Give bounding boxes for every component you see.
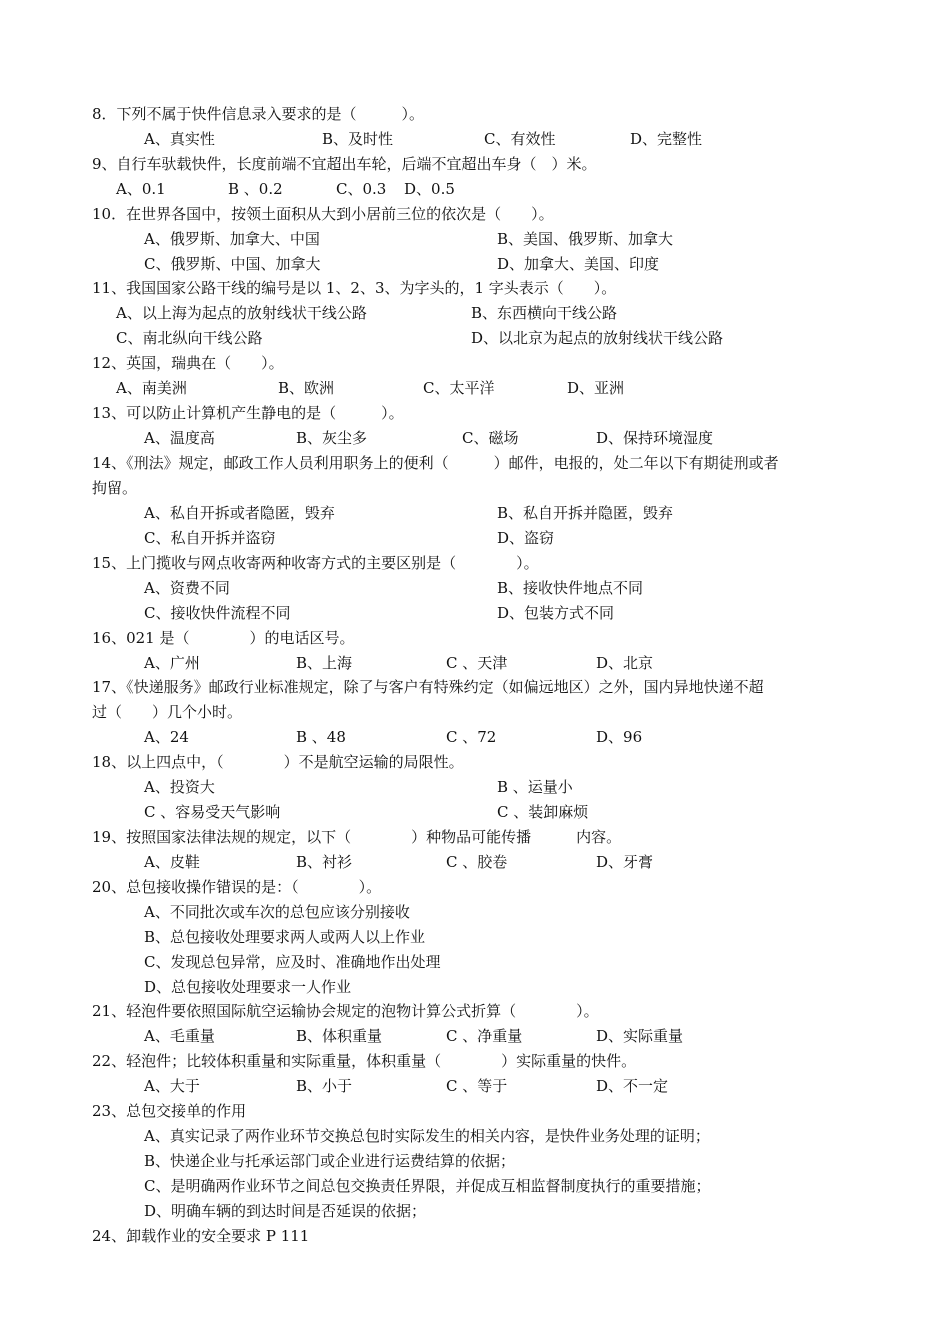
option-c: C、0.3 xyxy=(336,180,387,198)
question-stem: 24、卸载作业的安全要求 P 111 xyxy=(92,1227,310,1245)
option-a: A、广州 xyxy=(144,654,200,672)
option-d: C 、装卸麻烦 xyxy=(497,803,589,821)
option-a: A、不同批次或车次的总包应该分别接收 xyxy=(144,903,410,921)
option-b: B 、运量小 xyxy=(497,778,573,796)
option-d: D、加拿大、美国、印度 xyxy=(497,255,660,273)
question-stem: 12、英国，瑞典在（ ）。 xyxy=(92,354,284,372)
option-d: D、实际重量 xyxy=(596,1027,684,1045)
question-stem: 8．下列不属于快件信息录入要求的是（ ）。 xyxy=(92,105,425,123)
option-c: C 、容易受天气影响 xyxy=(144,803,281,821)
question-stem: 20、总包接收操作错误的是：（ ）。 xyxy=(92,878,382,896)
option-a: A、大于 xyxy=(144,1077,200,1095)
option-a: A、温度高 xyxy=(144,429,215,447)
question-stem: 13、可以防止计算机产生静电的是（ ）。 xyxy=(92,404,404,422)
option-a: A、真实性 xyxy=(144,130,215,148)
option-c: C、南北纵向干线公路 xyxy=(116,329,263,347)
option-c: C、私自开拆并盗窃 xyxy=(144,529,276,547)
question-stem: 11、我国国家公路干线的编号是以 1、2、3、为字头的，1 字头表示（ ）。 xyxy=(92,279,617,297)
option-c: C、有效性 xyxy=(484,130,556,148)
option-c: C、是明确两作业环节之间总包交换责任界限，并促成互相监督制度执行的重要措施； xyxy=(144,1177,711,1195)
option-a: A、俄罗斯、加拿大、中国 xyxy=(144,230,320,248)
option-a: A、毛重量 xyxy=(144,1027,215,1045)
option-a: A、私自开拆或者隐匿，毁弃 xyxy=(144,504,335,522)
option-b: B、体积重量 xyxy=(296,1027,383,1045)
option-a: A、投资大 xyxy=(144,778,215,796)
option-c: C、磁场 xyxy=(462,429,519,447)
question-stem-continued: 过（ ）几个小时。 xyxy=(92,703,243,721)
option-d: D、96 xyxy=(596,728,643,746)
option-a: A、真实记录了两作业环节交换总包时实际发生的相关内容，是快件业务处理的证明； xyxy=(144,1127,710,1145)
option-b: B、及时性 xyxy=(322,130,394,148)
option-b: B、快递企业与托承运部门或企业进行运费结算的依据； xyxy=(144,1152,516,1170)
option-b: B、衬衫 xyxy=(296,853,353,871)
option-d: D、牙膏 xyxy=(596,853,654,871)
option-a: A、24 xyxy=(144,728,189,746)
question-stem: 22、轻泡件；比较体积重量和实际重量，体积重量（ ）实际重量的快件。 xyxy=(92,1052,637,1070)
option-c: C 、胶卷 xyxy=(446,853,508,871)
option-a: A、南美洲 xyxy=(116,379,187,397)
question-stem: 15、上门揽收与网点收寄两种收寄方式的主要区别是（ ）。 xyxy=(92,554,539,572)
option-d: D、北京 xyxy=(596,654,654,672)
option-d: D、保持环境湿度 xyxy=(596,429,714,447)
option-d: D、完整性 xyxy=(630,130,703,148)
question-stem: 23、总包交接单的作用 xyxy=(92,1102,247,1120)
option-d: D、包装方式不同 xyxy=(497,604,615,622)
option-c: C、发现总包异常，应及时、准确地作出处理 xyxy=(144,953,441,971)
question-stem: 19、按照国家法律法规的规定，以下（ ）种物品可能传播 内容。 xyxy=(92,828,622,846)
option-c: C 、等于 xyxy=(446,1077,508,1095)
option-a: A、0.1 xyxy=(116,180,166,198)
option-c: C、太平洋 xyxy=(423,379,495,397)
option-b: B 、0.2 xyxy=(228,180,283,198)
option-d: D、亚洲 xyxy=(567,379,625,397)
option-b: B、总包接收处理要求两人或两人以上作业 xyxy=(144,928,426,946)
option-d: D、总包接收处理要求一人作业 xyxy=(144,978,352,996)
question-stem: 16、021 是（ ）的电话区号。 xyxy=(92,629,355,647)
question-stem: 18、以上四点中，（ ）不是航空运输的局限性。 xyxy=(92,753,464,771)
question-stem: 17、《快递服务》邮政行业标准规定，除了与客户有特殊约定（如偏远地区）之外，国内异地快递不超 xyxy=(92,678,764,696)
option-d: D、明确车辆的到达时间是否延误的依据； xyxy=(144,1202,427,1220)
option-b: B、小于 xyxy=(296,1077,353,1095)
option-d: D、不一定 xyxy=(596,1077,669,1095)
option-b: B、上海 xyxy=(296,654,353,672)
option-d: D、盗窃 xyxy=(497,529,555,547)
option-d: D、0.5 xyxy=(404,180,455,198)
option-b: B、接收快件地点不同 xyxy=(497,579,644,597)
option-b: B、欧洲 xyxy=(278,379,335,397)
option-b: B 、48 xyxy=(296,728,346,746)
question-stem: 14、《刑法》规定，邮政工作人员利用职务上的便利（ ）邮件，电报的，处二年以下有期徒刑或者 xyxy=(92,454,779,472)
option-c: C 、净重量 xyxy=(446,1027,523,1045)
option-c: C、俄罗斯、中国、加拿大 xyxy=(144,255,321,273)
option-b: B、私自开拆并隐匿，毁弃 xyxy=(497,504,674,522)
option-b: B、灰尘多 xyxy=(296,429,368,447)
option-a: A、以上海为起点的放射线状干线公路 xyxy=(116,304,367,322)
question-stem: 21、轻泡件要依照国际航空运输协会规定的泡物计算公式折算（ ）。 xyxy=(92,1002,599,1020)
question-stem: 9、自行车驮载快件，长度前端不宜超出车轮，后端不宜超出车身（ ）米。 xyxy=(92,155,597,173)
question-stem-continued: 拘留。 xyxy=(92,479,138,497)
option-d: D、以北京为起点的放射线状干线公路 xyxy=(471,329,724,347)
question-stem: 10．在世界各国中，按领土面积从大到小居前三位的依次是（ ）。 xyxy=(92,205,554,223)
option-b: B、美国、俄罗斯、加拿大 xyxy=(497,230,674,248)
option-c: C、接收快件流程不同 xyxy=(144,604,291,622)
option-c: C 、天津 xyxy=(446,654,508,672)
option-c: C 、72 xyxy=(446,728,497,746)
option-b: B、东西横向干线公路 xyxy=(471,304,618,322)
option-a: A、资费不同 xyxy=(144,579,230,597)
option-a: A、皮鞋 xyxy=(144,853,200,871)
